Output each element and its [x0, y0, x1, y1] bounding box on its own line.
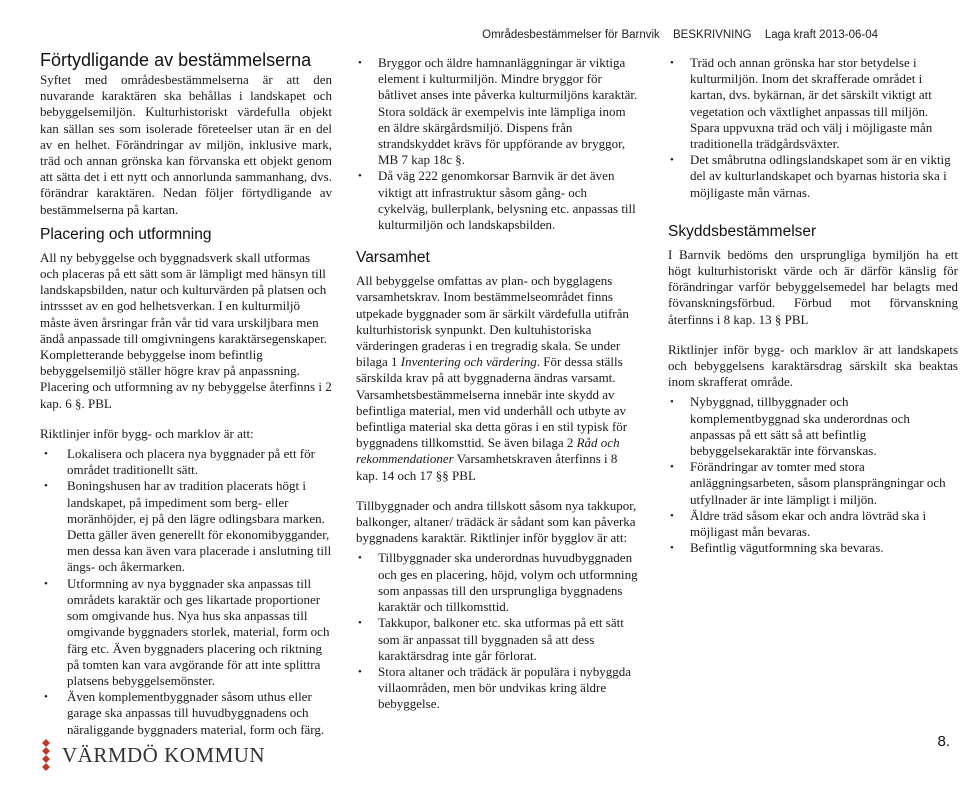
header-section: BESKRIVNING	[673, 29, 752, 41]
list-item: • Stora altaner och trädäck är populära i nybyggda villaområden, men bör undvikas kring äldre bebyggelse.	[356, 664, 638, 713]
section-heading-fortydligande: Förtydligande av bestämmelserna	[40, 50, 312, 70]
spacer	[356, 488, 638, 498]
bullet-list-bryggor	[356, 55, 638, 233]
varmdo-logo	[38, 738, 265, 772]
section-heading-skydd: Skyddsbestämmelser	[668, 222, 817, 240]
paragraph-placering: All ny bebyggelse och byggnadsverk skall utformas och placeras på ett sätt som är lämpligt med hänsyn till landskapsbilden, natur och kulturvärden på platsen och intrssset av en god helhetsverkan. I en kulturmiljö måste även årsringar från vår tid vara urskiljbara men ändå anpassade till omgivningens karaktärsegenskaper. Kompletterande bebyggelse inom befintlig bebyggelsemiljö ställer högre krav på anpassning. Placering och utformning av ny bebyggelse återfinns i 2 kap. 6 §. PBL	[40, 249, 332, 411]
text-span: All bebyggelse omfattas av plan- och bygglagens varsamhetskrav. Inom bestämmelseområdet finns utpekade byggnader som är särkilt värdefulla utifrån kulturhistorisk synpunkt. Den kultuhistoriska värderingen graderas i en tregradig skala. Se under bilaga 1	[356, 273, 629, 370]
list-item: • Befintlig vägutformning ska bevaras.	[668, 540, 958, 556]
bullet-list-skydd	[668, 394, 958, 556]
reference-rad: Råd och rekommendationer	[356, 435, 620, 467]
list-item: • Takkupor, balkoner etc. ska utformas på ett sätt som är anpassat till byggnaden så att dess karaktärsdrag inte går förlorat.	[356, 615, 638, 664]
list-item: • Boningshusen har av tradition placerats högt i landskapet, på impediment som berg- eller moränhöjder, ej på den lägre odlingsbara marken. Detta gäller även generellt för ekonomibyggander, men dessa kan även vara placerade i anslutning till ängs- och åkermarken.	[40, 478, 332, 575]
varmdo-crest-icon	[38, 738, 54, 772]
logo-text: VÄRMDÖ KOMMUN	[62, 742, 266, 767]
bullet-list-grönska	[668, 55, 958, 201]
list-item: • Lokalisera och placera nya byggnader på ett för området traditionellt sätt.	[40, 446, 332, 478]
list-item: • Nybyggnad, tillbyggnader och komplementbyggnad ska underordnas och anpassas på ett sätt så att befintlig bebyggelsekaraktär inte förvanskas.	[668, 394, 958, 459]
section-heading-placering: Placering och utformning	[40, 225, 212, 243]
list-item: • Även komplementbyggnader såsom uthus eller garage ska anpassas till huvudbyggnadens och näraliggande byggnaders material, form och färg.	[40, 689, 332, 738]
paragraph-riktlinjer-skydd: Riktlinjer inför bygg- och marklov är att landskapets och bebyggelsens karaktärsdrag särskilt ska beaktas inom skrafferat område.	[668, 341, 958, 390]
column-3	[668, 55, 958, 560]
header-status: Laga kraft 2013-06-04	[764, 29, 878, 41]
paragraph-syfte: Syftet med områdesbestämmelserna är att den nuvarande karaktären ska behållas i landskapet och bebyggelsemiljön. Kulturhistoriskt värdefulla objekt kan sällan ses som isolerade företeelser utan är en del av en helhet. Förändringar av miljön, inklusive mark, träd och annan grönska kan förvanska ett objekt genom att sätta det i ett nytt och annorlunda sammanhang, dvs. förändrar karaktären. Nedan följer förtydligande av bestämmelserna på kartan.	[40, 72, 332, 217]
header-title: Områdesbestämmelser för Barnvik	[482, 29, 660, 41]
list-item: • Förändringar av tomter med stora anläggningsarbeten, såsom plansprängningar och utfyllnader är inte lämpligt i miljön.	[668, 459, 958, 508]
spacer	[668, 332, 958, 342]
section-heading-varsamhet: Varsamhet	[356, 249, 430, 267]
page-number: 8.	[937, 733, 950, 750]
reference-inventering: Inventering och värdering	[400, 354, 537, 370]
list-item: • Bryggor och äldre hamnanläggningar är viktiga element i kulturmiljön. Mindre bryggor för båtlivet anses inte påverka kulturmiljöns karaktär. Stora soldäck är exempelvis inte lämpliga inom en äldre skärgårdsmiljö. Dispens från strandskyddet krävs för uppförande av bryggor, MB 7 kap 18c §.	[356, 55, 638, 168]
paragraph-skydd: I Barnvik bedöms den ursprungliga bymiljön ha ett högt kulturhistoriskt värde och är därför känslig för förändringar varför bebyggelsemedel har belagts med fövanskningsförbud. Förbud mot förvanskning återfinns i 8 kap. 13 § PBL	[668, 246, 958, 327]
list-item: • Äldre träd såsom ekar och andra lövträd ska i möjligast mån bevaras.	[668, 508, 958, 540]
bullet-list-placering	[40, 446, 332, 738]
paragraph-riktlinjer-intro: Riktlinjer inför bygg- och marklov är att:	[40, 425, 254, 441]
column-1	[40, 50, 332, 742]
text-span: Varsamhetskraven återfinns i 8 kap. 14 och 17 §§ PBL	[356, 451, 618, 483]
list-item: • Då väg 222 genomkorsar Barnvik är det även viktigt att infrastruktur såsom gång- och cykelväg, bullerplank, belysning etc. anpassas till kulturmiljön och landskapsbilden.	[356, 168, 638, 233]
paragraph-varsamhet	[356, 273, 638, 484]
paragraph-tillbyggnader: Tillbyggnader och andra tillskott såsom nya takkupor, balkonger, altaner/ trädäck är sådant som kan påverka byggnadens karaktär. Riktlinjer inför bygglov är att:	[356, 497, 637, 546]
list-item: • Träd och annan grönska har stor betydelse i kulturmiljön. Inom det skrafferade området i kartan, dvs. bykärnan, är det särskilt viktigt att vegetation och växtlighet anpassas till miljön. Spara uppvuxna träd och välj i möjligaste mån traditionella trädgårdsväxter.	[668, 55, 958, 152]
spacer	[40, 416, 332, 426]
list-item: • Tillbyggnader ska underordnas huvudbyggnaden och ges en placering, höjd, volym och utformning som anpassas till den ursprungliga byggnadens karaktär och tillkomsttid.	[356, 550, 638, 615]
column-2	[356, 55, 638, 717]
list-item: • Utformning av nya byggnader ska anpassas till områdets karaktär och ges likartade proportioner som omgivande hus. Nya hus ska anpassas till omgivande byggnaders storlek, material, form och färg etc. Även byggnaders placering och riktning på tomten kan vara avgörande för att inte splittra platsens bebyggelsemönster.	[40, 576, 332, 689]
text-span: . För dessa ställs särskilda krav på att byggnaderna ändras varsamt. Varsamhetsbestämmelserna innebär inte skydd av befintliga material, men vid underhåll och utbyte av befintliga material ska detta göras i en stil typisk för byggnadens tillkomsttid. Se även bilaga 2	[356, 354, 628, 451]
list-item: • Det småbrutna odlingslandskapet som är en viktig del av kulturlandskapet och byarnas historia ska i möjligaste mån värnas.	[668, 152, 958, 201]
bullet-list-tillbyggnader	[356, 550, 638, 712]
page-header	[482, 29, 878, 41]
